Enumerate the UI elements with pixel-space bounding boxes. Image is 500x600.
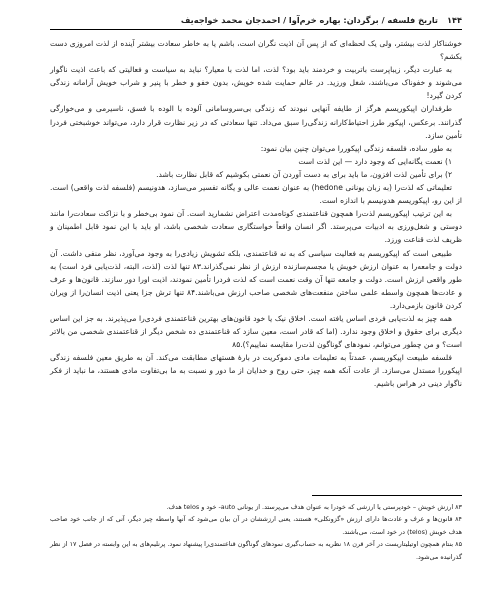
paragraph: فلسفه طبیعت اپیکوریسم، عمدتاً به تعلیمات مادی دموکریت در بارهٔ هستهای مطابقت می‌کند. آن به طریق معین فلسفه زندگی اپیکور‌را مستدل می‌سازد. از عادت آنکه همه چیز، حتی روح و خدایان از ما دور و نسبت به ما بی‌تفاوت مادی هستند، ما نباید از فکر ناگوار دینی در هراس باشیم. [50,353,462,389]
footnote: ۸۴ قانون‌ها و عرف و عادت‌ها دارای ارزش «گزونکلی» هستند، یعنی ارزششان در آن بیان می‌شود که آنها واسطه چیز دیگر، آنی که از جانب خود صاحب هدف خویش (telos) در خود است، می‌باشند. [50,515,462,536]
paragraph: طبیعی است که اپیکوریسم به فعالیت سیاسی که به نه قناعتمندی، بلکه تشویش زیادی‌را به وجود می‌آورد، نظر منفی داشت. آن دولت و جامعه‌را به عنوان ارزش خویش یا مجسم‌سازنده ارزش از نظر نمی‌گذراند.۸۳ تنها لذت (لذت، البته، لذت‌یابی فرد است) به طور واقعی ارزش است. دولت و جامعه تنها آن وقت نعمت است که لذت فرد‌را تأمین نمودند، اذیت او‌را دور سازند. قانون‌ها و عرف و عادت‌ها همچون واسطه علمی ساختن منفعت‌های شخصی صاحب ارزش می‌باشند.۸۴ تنها ترش جزا یعنی اذیت انسان‌را از ویران کردن قانون بازمی‌دارد. [50,248,462,310]
list-item: ۱) نعمت یگانه‌ایی که وجود دارد — این لذت است [298,156,452,166]
footnotes [50,501,462,563]
paragraph: خوشناکار لذت بیشتر، ولی یک لحظه‌ای که از پس آن اذیت نگران است، باشم یا به خاطر سعادت بیشتر آینده از لذت امروزی دست بکشم؟ [50,39,462,62]
running-title: تاریخ فلسفه / برگردان: بهاره خرم‌آوا / احمدجان محمد خواجه‌یف [180,15,438,25]
paragraph: به این ترتیب اپیکوریسم لذت‌را همچون قناعتمندی کوتاه‌مدت اعتراض نشمارید است. آن نمود بی‌خطر و با نزاکت سعادت‌را مانند دوستی و شغل‌ورزی به ادبیات می‌پرستد. اگر انسان واقعاً خواستگاری سعادت شخصی باشد، او باید با این نمود قابل اطمینان و ظریف لذت قناعت ورزد. [50,209,462,245]
footnote: ۸۵ بنتام همچون اوتیلیتاریست در آخر قرن ۱۸ نظریه به حساب‌گیری نمودهای گوناگون قناعتمندی‌را پیشنهاد نمود. پرنلیم‌های به این وابسته در فصل ۱۷ از نظر گذرانیده می‌شود. [50,540,463,561]
header-rule [50,29,462,30]
paragraph: همه چیز به لذت‌یابی فردی اساس یافته است. اخلاق نیک یا خود قانون‌های بهترین قناعتمندی فردی‌را می‌پذیرند. به جز این اساس دیگری برای حقوق و اخلاق وجود ندارد. (اما که قادر است، معین سازد که قناعتمندی ده شخص دیگر از قناعتمندی شخصی من بالاتر است؟ و من چطور می‌توانم، نمودهای گوناگون لذت‌را مقایسه نماییم؟).۸۵ [50,313,462,350]
footnote-rule [312,495,462,496]
page-number: ۱۴۴ [447,15,462,25]
paragraph: تعلیماتی که لذت‌را (به زبان یونانی hedone) به عنوان نعمت عالی و یگانه تفسیر می‌سازد، هدونیسم (فلسفه لذت واقعی) است. از این رو، اپیکوریسم هدونیسم با اندازه است. [50,183,462,206]
paragraph: به طور ساده، فلسفه زندگی اپیکوررا می‌توان چنین بیان نمود: [260,143,452,153]
footnote: ۸۳ ارزش خویش – خودپرستی یا ارزشی که خود‌را به عنوان هدف می‌پرستد. از یونانی auto- خود و telos هدف. [166,503,462,511]
paragraph: به عبارت دیگر، زیباپرست باتربیت و خردمند باید بود؟ لذت، اما لذت با معیار؟ نباید به سیاست و فعالیتی که باعث اذیت ناگوار می‌شوند و خفوناک می‌باشند، شغل ورزید. در عالم حمایت شده خویش، بدون خفو و خطر با پنیر و شراب خویش آرامانه زندگی کردن گیرد! [50,65,462,101]
paragraph: طرفداران اپیکوریسم هرگز از طایفه آنهایی نبودند که زندگی بی‌سروسامانی آلوده با الوده با فسق، ناسیرمی و می‌خوارگی گذرانند. برعکس، اپیکور طرز احتیاط‌کارانه زندگی‌را سبق می‌داد. تنها سعادتی که در زیر نظارت قرار دارد، می‌تواند خوشبختی فرد‌را تأمین سازد. [50,104,462,140]
book-page [50,5,462,595]
body-text [50,37,462,391]
list-item: ۲) برای تأمین لذت افزون، ما باید برای به دست آوردن آن نعمتی بکوشیم که قابل نظارت باشد. [156,169,452,179]
